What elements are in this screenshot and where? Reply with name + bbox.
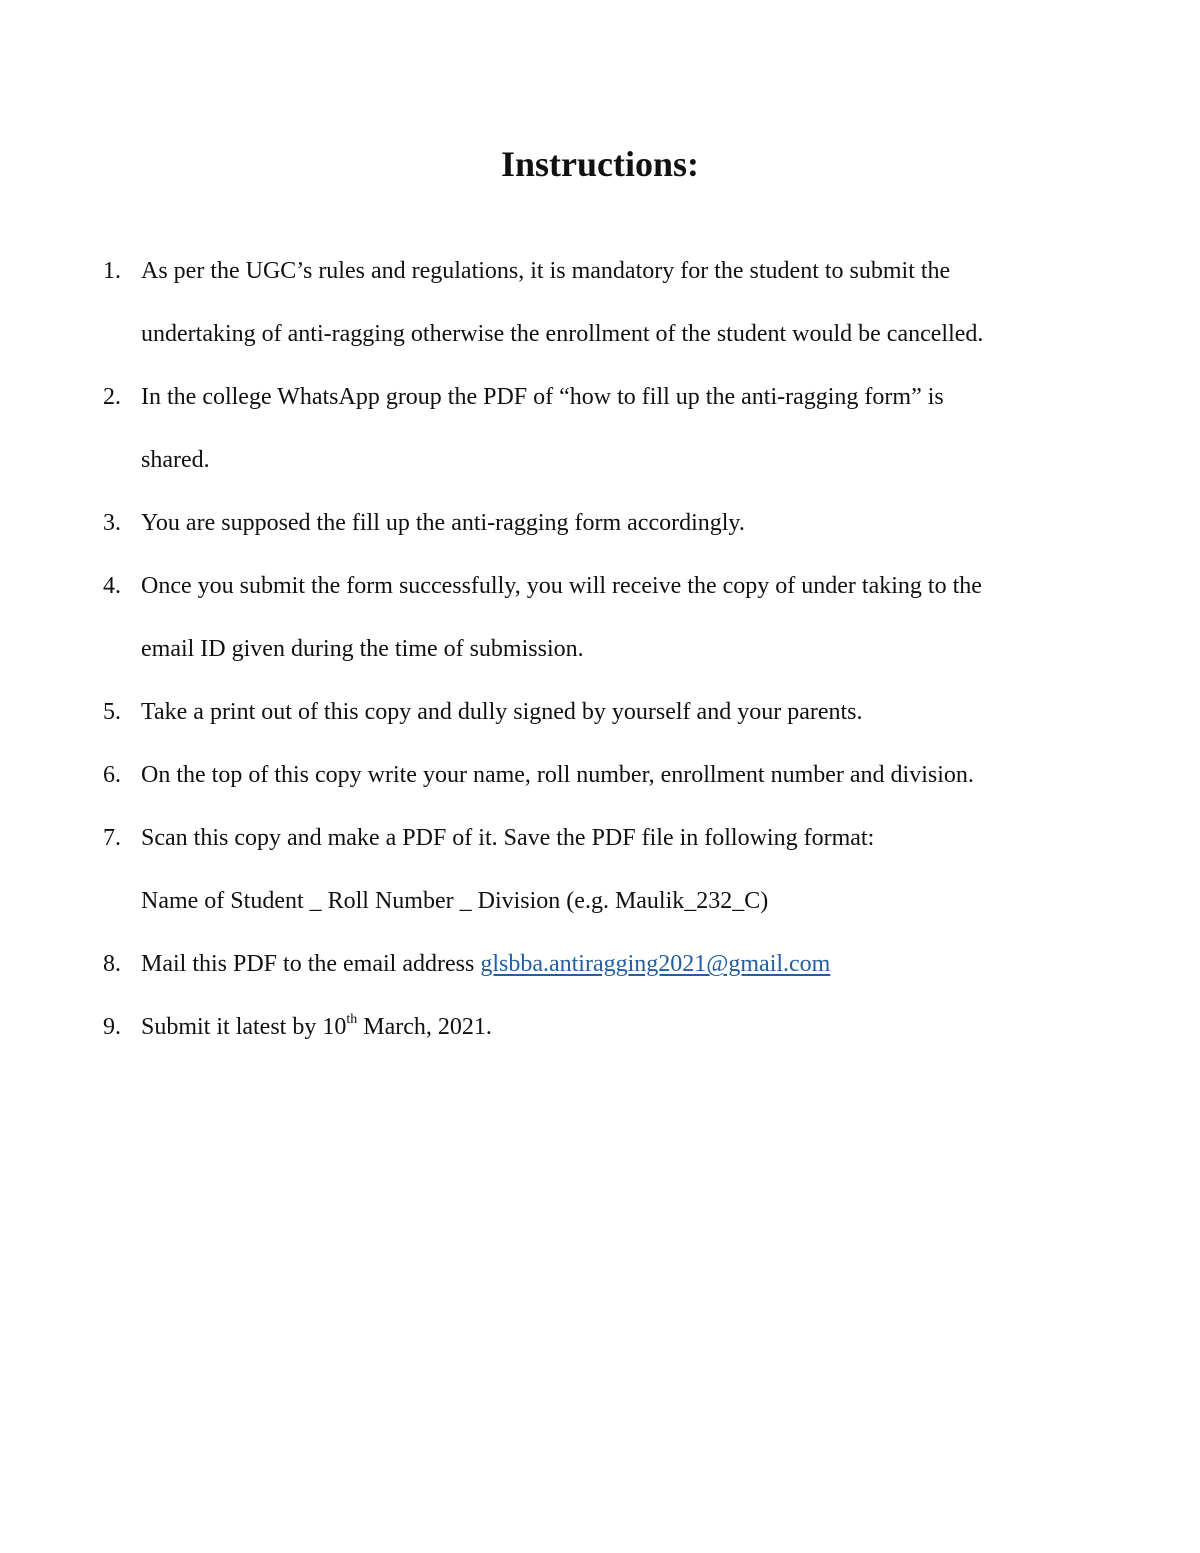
item-number: 7. <box>103 825 121 851</box>
item-number: 6. <box>103 762 121 788</box>
item-text <box>141 933 1121 996</box>
list-item-1 <box>0 240 1200 366</box>
item-line: Scan this copy and make a PDF of it. Save the PDF file in following format: <box>141 825 875 851</box>
list-item-3 <box>0 492 1200 555</box>
item-text <box>141 996 1121 1059</box>
item-line: Once you submit the form successfully, you will receive the copy of under taking to the <box>141 573 982 599</box>
item-number: 9. <box>103 1014 121 1040</box>
email-link[interactable]: glsbba.antiragging2021@gmail.com <box>480 951 831 977</box>
list-item-5 <box>0 681 1200 744</box>
item-number: 2. <box>103 384 121 410</box>
item-number: 8. <box>103 951 121 977</box>
item-line: shared. <box>141 447 210 473</box>
item-text <box>141 366 1121 492</box>
list-item-4 <box>0 555 1200 681</box>
item-text <box>141 744 1121 807</box>
item-line: You are supposed the fill up the anti-ragging form accordingly. <box>141 510 745 536</box>
list-item-6 <box>0 744 1200 807</box>
item-line: As per the UGC’s rules and regulations, it is mandatory for the student to submit the <box>141 258 951 284</box>
item-text <box>141 492 1121 555</box>
item-line: On the top of this copy write your name, roll number, enrollment number and division. <box>141 762 974 788</box>
item-number: 3. <box>103 510 121 536</box>
item-text <box>141 240 1121 366</box>
item-line: undertaking of anti-ragging otherwise the enrollment of the student would be cancelled. <box>141 321 984 347</box>
list-item-8 <box>0 933 1200 996</box>
item-line: Take a print out of this copy and dully signed by yourself and your parents. <box>141 699 863 725</box>
item-text <box>141 807 1121 933</box>
list-item-7 <box>0 807 1200 933</box>
item-prefix: Submit it latest by 10 <box>141 1014 347 1040</box>
list-item-9 <box>0 996 1200 1059</box>
item-number: 4. <box>103 573 121 599</box>
item-text <box>141 681 1121 744</box>
item-line: In the college WhatsApp group the PDF of “how to fill up the anti-ragging form” is <box>141 384 944 410</box>
item-text <box>141 555 1121 681</box>
item-line: Name of Student _ Roll Number _ Division (e.g. Maulik_232_C) <box>141 888 769 914</box>
item-suffix: March, 2021. <box>357 1014 492 1040</box>
list-item-2 <box>0 366 1200 492</box>
instructions-list <box>0 240 1200 1059</box>
date-superscript: th <box>346 1012 358 1027</box>
item-line <box>141 933 1121 996</box>
item-line <box>141 996 1121 1059</box>
page-title: Instructions: <box>500 144 700 184</box>
item-number: 5. <box>103 699 121 725</box>
item-line: email ID given during the time of submission. <box>141 636 584 662</box>
item-prefix: Mail this PDF to the email address <box>141 951 481 977</box>
item-number: 1. <box>103 258 121 284</box>
